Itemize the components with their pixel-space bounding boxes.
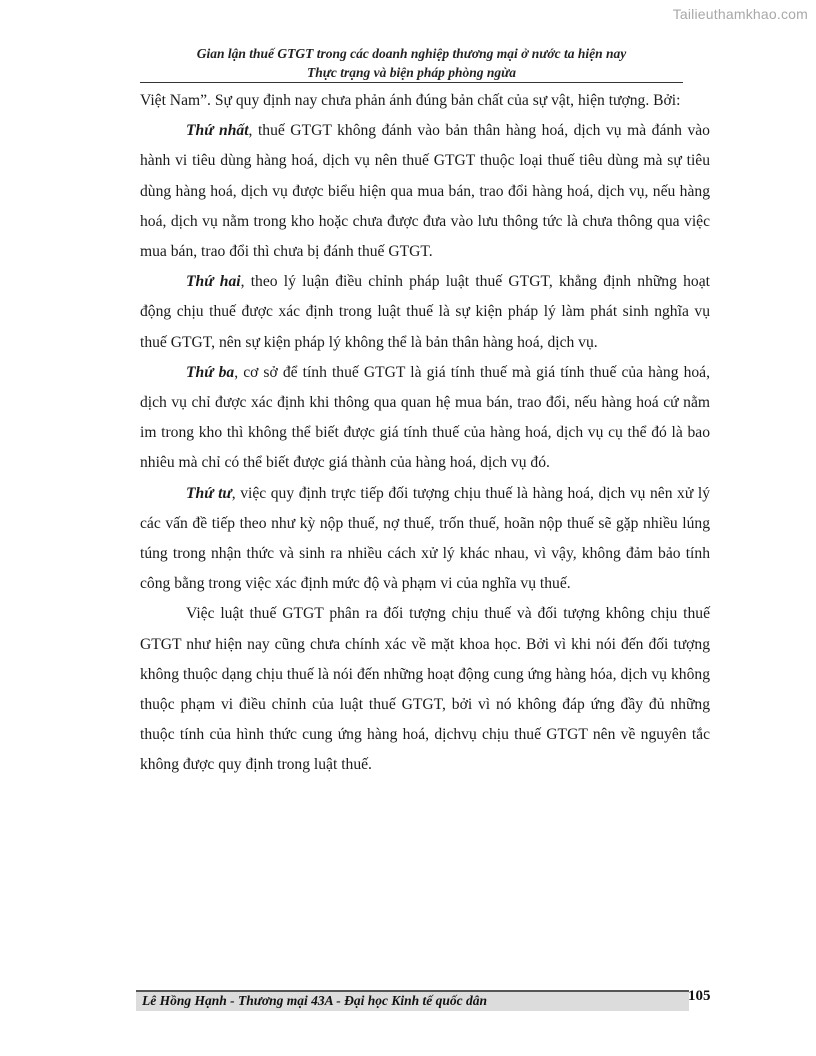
- paragraph-text: , theo lý luận điều chỉnh pháp luật thuế GTGT, khẳng định những hoạt động chịu thuế được xác định trong luật thuế là sự kiện pháp lý làm phát sinh nghĩa vụ thuế GTGT, nên sự kiện pháp lý không thể là bản thân hàng hoá, dịch vụ.: [140, 273, 710, 351]
- header-divider: [140, 82, 683, 83]
- running-header: [140, 44, 683, 82]
- paragraph-thu-ba: [140, 358, 710, 479]
- paragraph-thu-hai: [140, 267, 710, 358]
- footer-author: Lê Hồng Hạnh - Thương mại 43A - Đại học Kinh tế quốc dân: [142, 993, 488, 1008]
- paragraph-text: , việc quy định trực tiếp đối tượng chịu thuế là hàng hoá, dịch vụ nên xử lý các vấn đề tiếp theo như kỳ nộp thuế, nợ thuế, trốn thuế, hoãn nộp thuế sẽ gặp nhiều lúng túng trong nhận thức và sinh ra nhiều cách xử lý khác nhau, vì vậy, không đảm bảo tính công bằng trong việc xác định mức độ và phạm vi của nghĩa vụ thuế.: [140, 484, 710, 593]
- paragraph-text: Việt Nam”. Sự quy định nay chưa phản ánh đúng bản chất của sự vật, hiện tượng. Bởi:: [140, 92, 681, 109]
- paragraph-continuation: [140, 86, 710, 116]
- paragraph-lead: Thứ ba: [186, 363, 235, 381]
- paragraph-conclusion: [140, 599, 710, 780]
- header-subtitle-line: Thực trạng và biện pháp phòng ngừa: [307, 65, 516, 80]
- page-number: 105: [688, 988, 711, 1004]
- paragraph-text: Việc luật thuế GTGT phân ra đối tượng chịu thuế và đối tượng không chịu thuế GTGT như hiện nay cũng chưa chính xác về mặt khoa học. Bởi vì khi nói đến đối tượng không thuộc dạng chịu thuế là nói đến những hoạt động cung ứng hàng hóa, dịch vụ không thuộc phạm vi điều chỉnh của luật thuế GTGT, bởi vì nó không đáp ứng đầy đủ những thuộc tính của hình thức cung ứng hàng hoá, dịchvụ chịu thuế GTGT nên về nguyên tắc không được quy định trong luật thuế.: [140, 605, 710, 774]
- paragraph-text: , cơ sở để tính thuế GTGT là giá tính thuế mà giá tính thuế của hàng hoá, dịch vụ chỉ được xác định khi thông qua quan hệ mua bán, trao đổi, nếu hàng hoá cứ nằm im trong kho thì không thể biết được giá tính thuế của hàng hoá, dịch vụ cụ thể đó là bao nhiêu mà chỉ có thể biết được giá thành của hàng hoá, dịch vụ đó.: [140, 363, 710, 472]
- watermark: Tailieuthamkhao.com: [672, 6, 808, 22]
- paragraph-thu-nhat: [140, 116, 710, 267]
- paragraph-text: , thuế GTGT không đánh vào bản thân hàng hoá, dịch vụ mà đánh vào hành vi tiêu dùng hàng hoá, dịch vụ nên thuế GTGT thuộc loại thuế tiêu dùng mà sự tiêu dùng hàng hoá, dịch vụ được biểu hiện qua mua bán, trao đổi hàng hoá, dịch vụ, nếu hàng hoá, dịch vụ nằm trong kho hoặc chưa được đưa vào lưu thông tức là chưa thông qua việc mua bán, trao đổi thì chưa bị đánh thuế GTGT.: [140, 122, 710, 261]
- document-body: [140, 86, 710, 781]
- paragraph-lead: Thứ nhất: [186, 122, 249, 140]
- paragraph-lead: Thứ tư: [186, 484, 232, 502]
- header-title-line: Gian lận thuế GTGT trong các doanh nghiệp thương mại ở nước ta hiện nay: [196, 46, 627, 61]
- paragraph-lead: Thứ hai: [186, 273, 241, 291]
- paragraph-thu-tu: [140, 479, 710, 600]
